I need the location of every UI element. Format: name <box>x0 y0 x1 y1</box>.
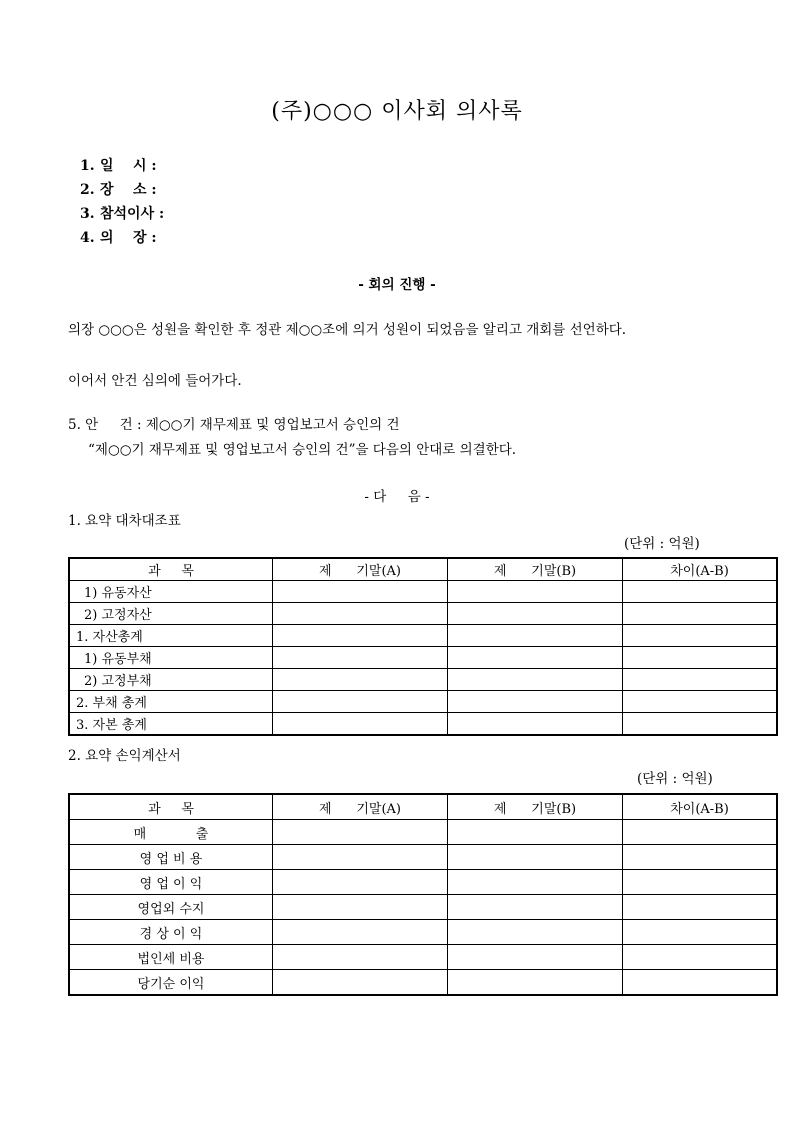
cell <box>273 945 448 970</box>
row-label: 2) 고정자산 <box>69 603 273 625</box>
row-label: 경 상 이 익 <box>69 920 273 945</box>
cell <box>448 581 623 603</box>
row-label: 당기순 이익 <box>69 970 273 996</box>
row-label: 법인세 비용 <box>69 945 273 970</box>
header-account: 과 목 <box>69 558 273 581</box>
row-label: 1) 유동부채 <box>69 647 273 669</box>
table-row <box>69 581 777 603</box>
balance-sheet-title: 1. 요약 대차대조표 <box>68 513 181 529</box>
table-row <box>69 920 777 945</box>
income-statement-table <box>68 793 778 996</box>
opening-paragraph: 의장 ○○○은 성원을 확인한 후 정관 제○○조에 의거 성원이 되었음을 알리고 개회를 선언하다. <box>68 322 627 338</box>
table-row <box>69 870 777 895</box>
table-row <box>69 713 777 736</box>
cell <box>623 970 778 996</box>
row-label: 2. 부채 총계 <box>69 691 273 713</box>
cell <box>623 669 778 691</box>
header-difference: 차이(A-B) <box>623 558 778 581</box>
table-row <box>69 845 777 870</box>
cell <box>623 920 778 945</box>
cell <box>273 920 448 945</box>
row-label: 영 업 이 익 <box>69 870 273 895</box>
proceedings-heading: - 회의 진행 - <box>358 277 436 293</box>
table-row <box>69 895 777 920</box>
cell <box>623 603 778 625</box>
cell <box>623 581 778 603</box>
cell <box>448 647 623 669</box>
cell <box>273 713 448 736</box>
cell <box>448 920 623 945</box>
info-place: 2. 장 소 : <box>80 182 157 198</box>
table-row <box>69 669 777 691</box>
cell <box>623 870 778 895</box>
agenda-resolution: “제○○기 재무제표 및 영업보고서 승인의 건”을 다음의 안대로 의결한다. <box>88 442 517 458</box>
cell <box>623 820 778 845</box>
cell <box>273 845 448 870</box>
balance-sheet-table <box>68 557 778 736</box>
cell <box>448 845 623 870</box>
table-row <box>69 647 777 669</box>
info-chairman: 4. 의 장 : <box>80 230 157 246</box>
cell <box>273 581 448 603</box>
cell <box>273 669 448 691</box>
cell <box>448 603 623 625</box>
cell <box>273 691 448 713</box>
info-date: 1. 일 시 : <box>80 158 157 174</box>
cell <box>273 870 448 895</box>
header-account: 과 목 <box>69 794 273 820</box>
row-label: 1) 유동자산 <box>69 581 273 603</box>
agenda-line: 5. 안 건 : 제○○기 재무제표 및 영업보고서 승인의 건 <box>68 417 400 433</box>
following-heading: - 다 음 - <box>364 489 430 505</box>
table-row <box>69 691 777 713</box>
document-title: (주)○○○ 이사회 의사록 <box>271 99 523 124</box>
header-period-b: 제 기말(B) <box>448 558 623 581</box>
cell <box>273 970 448 996</box>
table-header-row <box>69 794 777 820</box>
table-row <box>69 603 777 625</box>
header-period-b: 제 기말(B) <box>448 794 623 820</box>
cell <box>448 945 623 970</box>
table-row <box>69 625 777 647</box>
income-statement-unit: (단위 : 억원) <box>637 771 713 787</box>
cell <box>448 895 623 920</box>
cell <box>448 713 623 736</box>
table-row <box>69 820 777 845</box>
row-label: 영 업 비 용 <box>69 845 273 870</box>
row-label: 3. 자본 총계 <box>69 713 273 736</box>
cell <box>273 625 448 647</box>
cell <box>623 691 778 713</box>
header-period-a: 제 기말(A) <box>273 558 448 581</box>
cell <box>623 845 778 870</box>
table-row <box>69 945 777 970</box>
cell <box>273 647 448 669</box>
row-label: 매 출 <box>69 820 273 845</box>
row-label: 2) 고정부채 <box>69 669 273 691</box>
cell <box>273 603 448 625</box>
table-header-row <box>69 558 777 581</box>
row-label: 영업외 수지 <box>69 895 273 920</box>
table-row <box>69 970 777 996</box>
cell <box>448 820 623 845</box>
header-period-a: 제 기말(A) <box>273 794 448 820</box>
opening-paragraph-2: 이어서 안건 심의에 들어가다. <box>68 373 242 389</box>
cell <box>448 970 623 996</box>
row-label: 1. 자산총계 <box>69 625 273 647</box>
cell <box>623 895 778 920</box>
cell <box>623 625 778 647</box>
income-statement-title: 2. 요약 손익계산서 <box>68 748 181 764</box>
cell <box>623 945 778 970</box>
cell <box>448 691 623 713</box>
info-attending-directors: 3. 참석이사 : <box>80 206 165 222</box>
cell <box>448 625 623 647</box>
cell <box>623 713 778 736</box>
cell <box>623 647 778 669</box>
cell <box>448 669 623 691</box>
header-difference: 차이(A-B) <box>623 794 778 820</box>
balance-sheet-unit: (단위 : 억원) <box>624 536 700 552</box>
cell <box>448 870 623 895</box>
cell <box>273 820 448 845</box>
cell <box>273 895 448 920</box>
